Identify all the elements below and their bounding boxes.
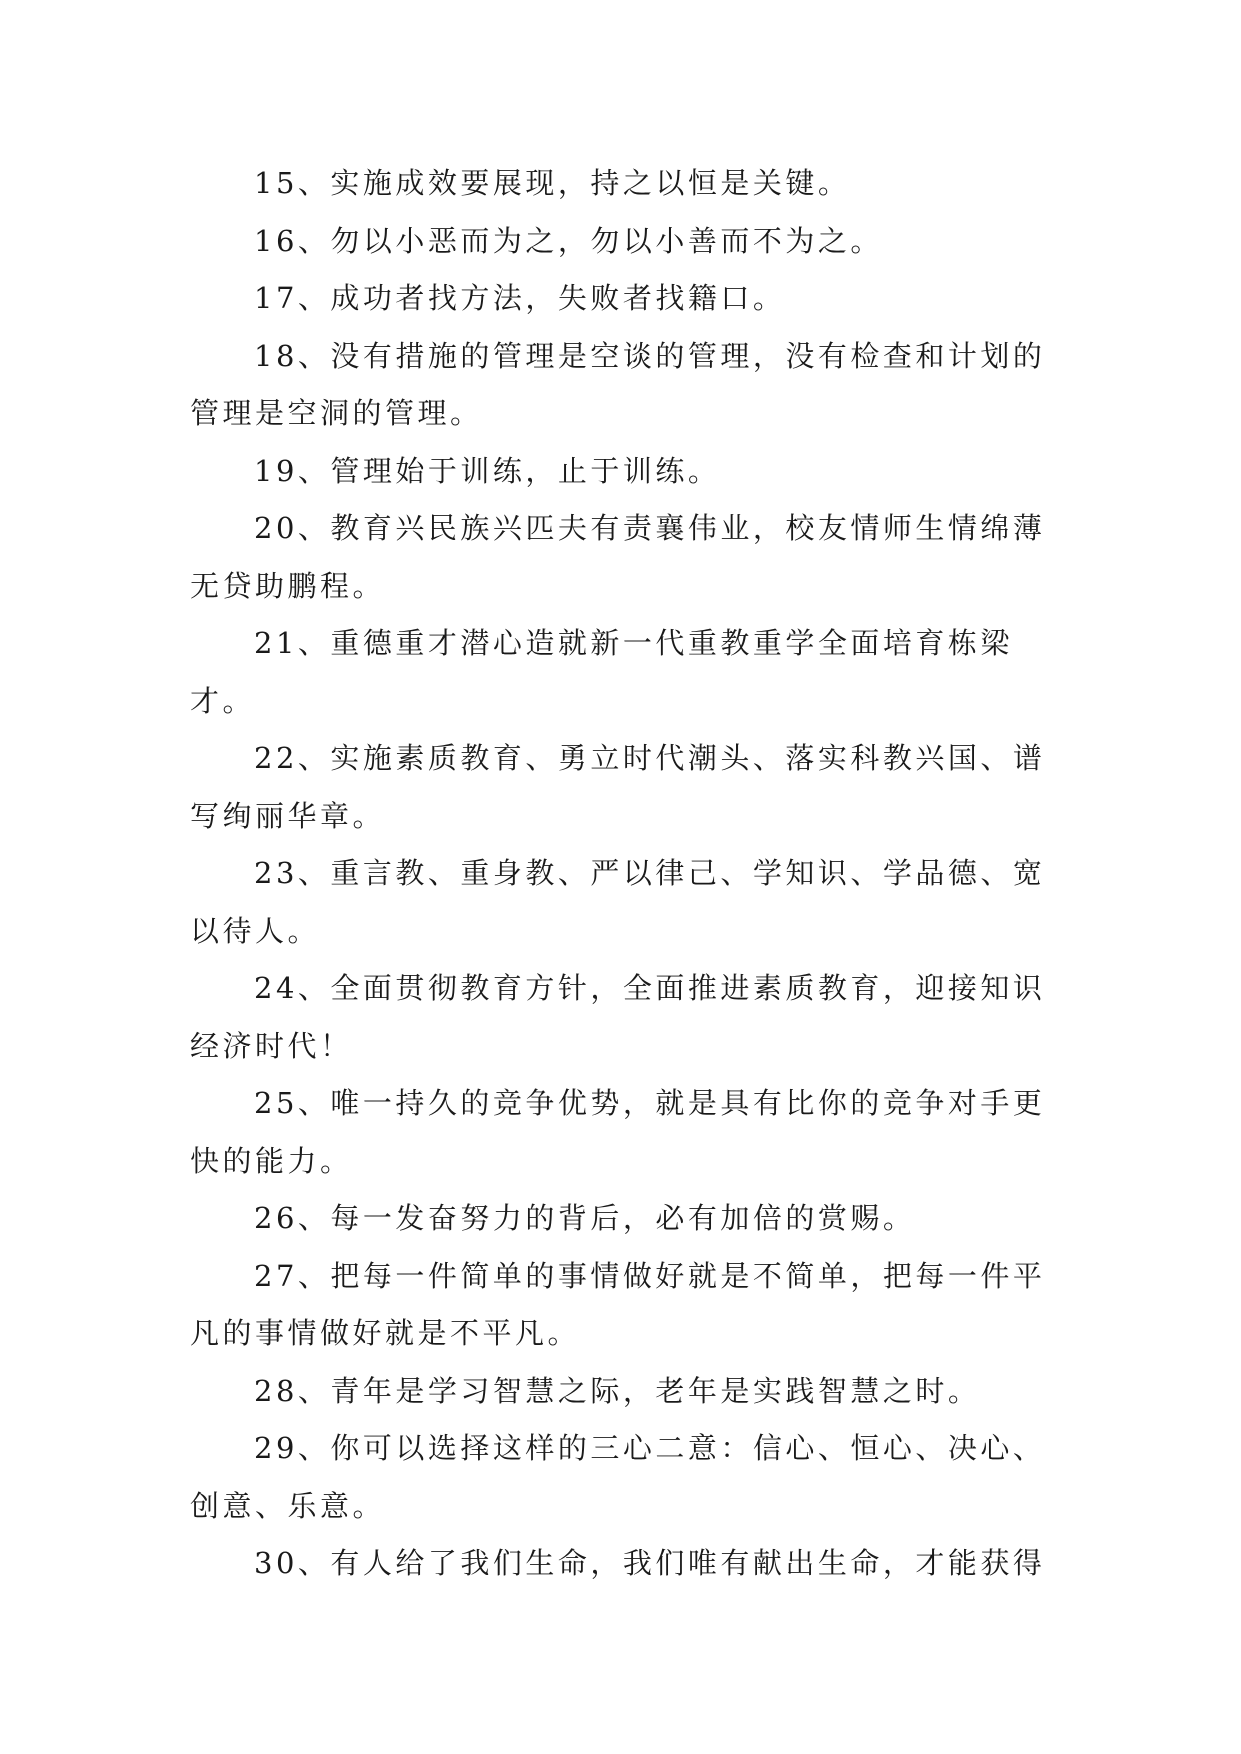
document-body [190,155,1050,1593]
paragraph-27: 27、把每一件简单的事情做好就是不简单，把每一件平凡的事情做好就是不平凡。 [190,1258,1046,1350]
paragraph-21: 21、重德重才潜心造就新一代重教重学全面培育栋梁才。 [190,626,1013,718]
paragraph-17: 17、成功者找方法，失败者找籍口。 [254,281,786,315]
paragraph-15: 15、实施成效要展现，持之以恒是关键。 [254,166,851,200]
paragraph-26: 26、每一发奋努力的背后，必有加倍的赏赐。 [254,1201,916,1235]
paragraph-16: 16、勿以小恶而为之，勿以小善而不为之。 [254,223,883,258]
paragraph-23: 23、重言教、重身教、严以律己、学知识、学品德、宽以待人。 [190,856,1046,948]
paragraph-18: 18、没有措施的管理是空谈的管理，没有检查和计划的管理是空洞的管理。 [190,338,1046,430]
paragraph-30: 30、有人给了我们生命，我们唯有献出生命，才能获得 [254,1546,1046,1580]
paragraph-25: 25、唯一持久的竞争优势，就是具有比你的竞争对手更快的能力。 [190,1086,1046,1178]
paragraph-19: 19、管理始于训练，止于训练。 [254,453,721,488]
paragraph-20: 20、教育兴民族兴匹夫有责襄伟业，校友情师生情绵薄无贷助鹏程。 [190,511,1046,603]
paragraph-24: 24、全面贯彻教育方针，全面推进素质教育，迎接知识经济时代！ [190,971,1046,1063]
paragraph-29: 29、你可以选择这样的三心二意：信心、恒心、决心、创意、乐意。 [190,1431,1046,1523]
paragraph-28: 28、青年是学习智慧之际，老年是实践智慧之时。 [254,1373,981,1408]
paragraph-22: 22、实施素质教育、勇立时代潮头、落实科教兴国、谱写绚丽华章。 [190,741,1046,833]
